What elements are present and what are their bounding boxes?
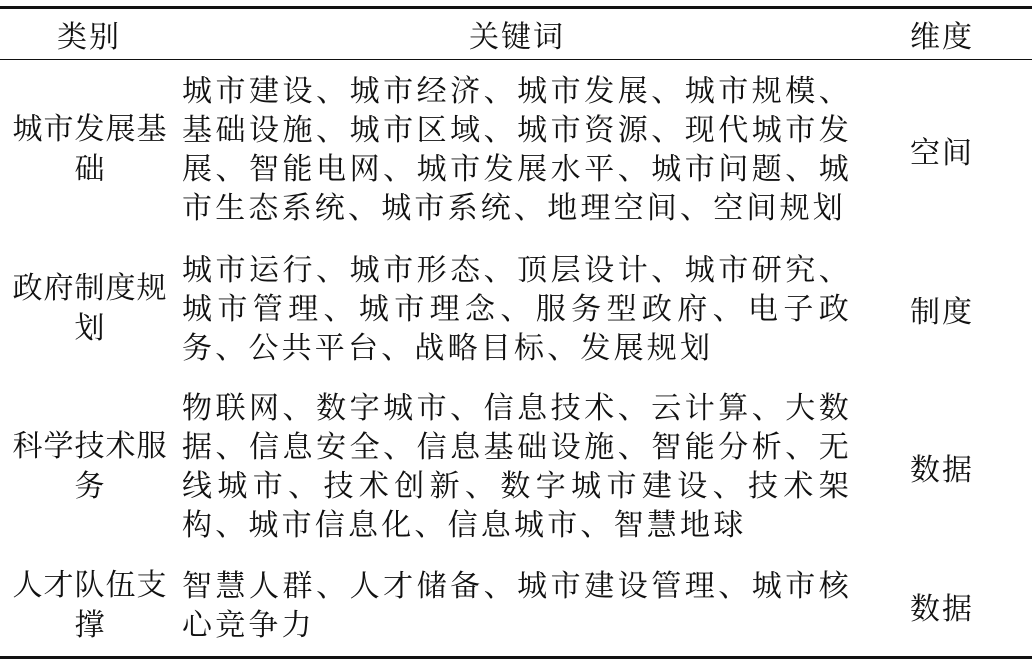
row-dimension: 空间 <box>910 136 974 171</box>
row-keywords: 城市运行、城市形态、顶层设计、城市研究、城市管理、城市理念、服务型政府、电子政务、公共平台、战略目标、发展规划 <box>182 252 852 366</box>
table-row <box>0 378 1032 556</box>
header-dimension: 维度 <box>910 20 974 55</box>
row-category: 政府制度规划 <box>12 271 168 346</box>
row-keywords: 物联网、数字城市、信息技术、云计算、大数据、信息安全、信息基础设施、智能分析、无线城市、技术创新、数字城市建设、技术架构、城市信息化、信息城市、智慧地球 <box>182 391 852 543</box>
table-bottom-rule <box>0 656 1032 659</box>
table-header-row <box>0 9 1032 59</box>
header-category: 类别 <box>57 20 121 55</box>
header-keywords: 关键词 <box>469 20 565 55</box>
table-row <box>0 556 1032 656</box>
table-row <box>0 240 1032 378</box>
row-dimension: 数据 <box>910 453 974 488</box>
row-dimension: 制度 <box>910 295 974 330</box>
row-category: 科学技术服务 <box>12 429 168 504</box>
row-category: 城市发展基础 <box>12 112 168 187</box>
row-dimension: 数据 <box>910 592 974 627</box>
row-keywords: 城市建设、城市经济、城市发展、城市规模、基础设施、城市区域、城市资源、现代城市发展、智能电网、城市发展水平、城市问题、城市生态系统、城市系统、地理空间、空间规划 <box>182 74 852 226</box>
row-category: 人才队伍支撑 <box>12 568 168 643</box>
table-row <box>0 60 1032 240</box>
keyword-table <box>0 6 1032 659</box>
row-keywords: 智慧人群、人才储备、城市建设管理、城市核心竞争力 <box>182 569 852 643</box>
